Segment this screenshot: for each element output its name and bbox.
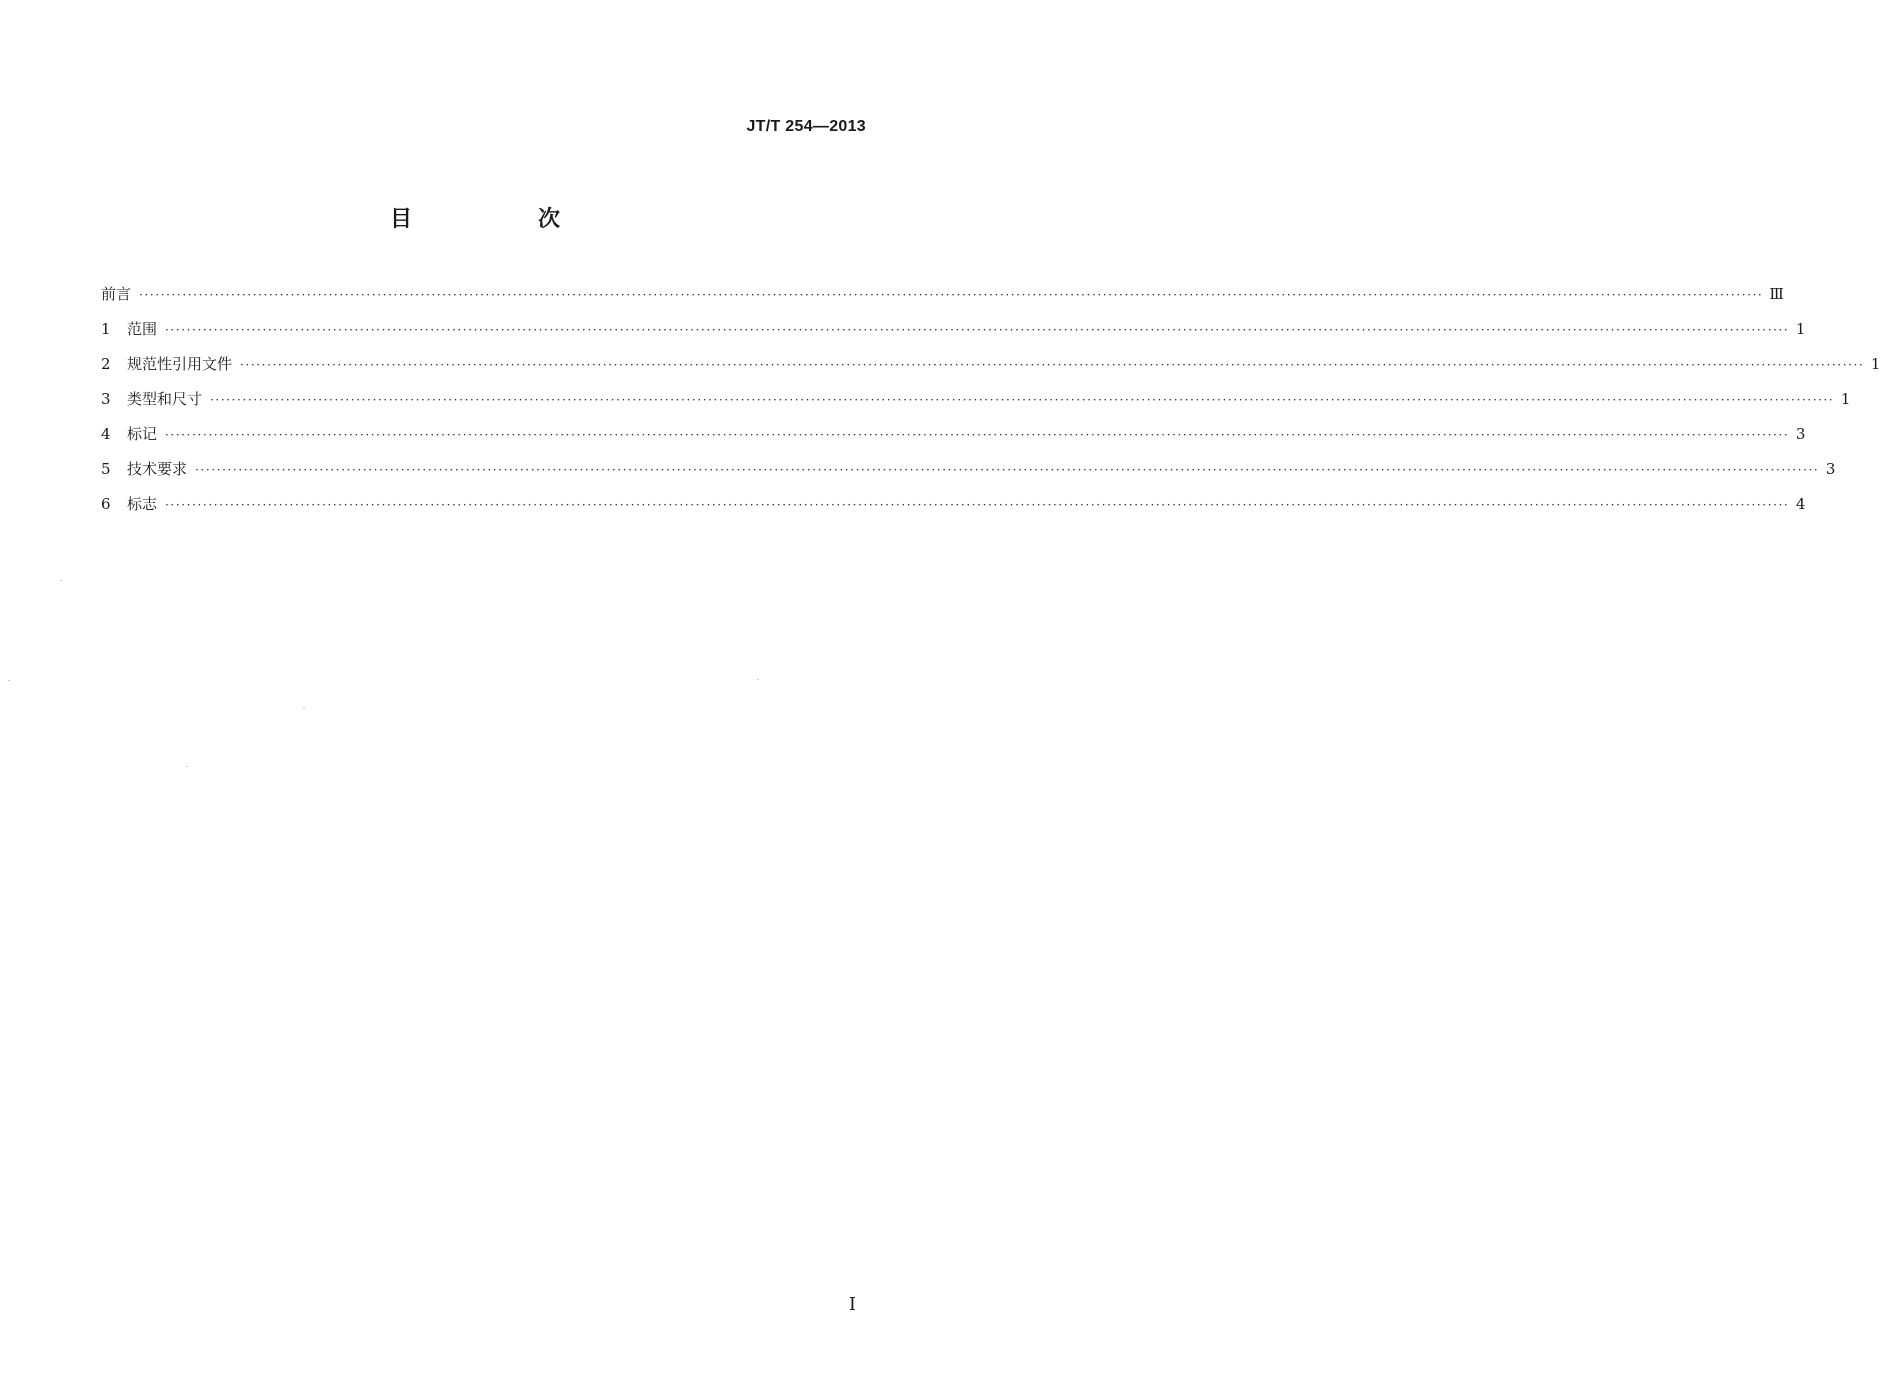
- toc-entry-labeling[interactable]: [101, 494, 1806, 529]
- standard-code: JT/T 254—2013: [746, 118, 866, 135]
- table-of-contents: [101, 284, 1880, 529]
- scan-speck: [186, 766, 188, 767]
- toc-entry-number: 3: [101, 390, 111, 408]
- toc-entry-page: Ⅲ: [1769, 285, 1784, 303]
- toc-leader-dots: ············································································································································································································································································································: [139, 288, 1764, 302]
- toc-leader-dots: ············································································································································································································································································································: [165, 498, 1790, 512]
- scan-speck: [303, 708, 305, 709]
- toc-entry-page: 1: [1870, 355, 1880, 373]
- toc-entry-number: 1: [101, 320, 111, 338]
- toc-entry-page: 1: [1840, 390, 1851, 408]
- scan-speck: [60, 580, 62, 581]
- toc-entry-label: 规范性引用文件: [127, 355, 233, 373]
- scan-speck: [757, 679, 759, 680]
- toc-entry-number: 2: [101, 355, 111, 373]
- toc-title: 目 次: [389, 207, 612, 232]
- toc-entry-label: 前言: [101, 285, 132, 303]
- toc-entry-label: 标记: [127, 425, 158, 443]
- toc-entry-technical-requirements[interactable]: [101, 459, 1836, 494]
- toc-entry-page: 3: [1795, 425, 1806, 443]
- toc-entry-label: 标志: [127, 495, 158, 513]
- toc-entry-marking[interactable]: [101, 424, 1806, 459]
- toc-entry-number: 6: [101, 495, 111, 513]
- toc-entry-page: 1: [1795, 320, 1806, 338]
- toc-entry-foreword[interactable]: [101, 284, 1784, 319]
- scan-speck: [8, 680, 10, 681]
- toc-leader-dots: ············································································································································································································································································································: [165, 323, 1790, 337]
- toc-entry-page: 4: [1795, 495, 1806, 513]
- toc-entry-normative-references[interactable]: [101, 354, 1880, 389]
- toc-entry-number: 4: [101, 425, 111, 443]
- toc-leader-dots: ············································································································································································································································································································: [165, 428, 1790, 442]
- toc-entry-label: 范围: [127, 320, 158, 338]
- toc-leader-dots: ············································································································································································································································································································: [195, 463, 1820, 477]
- toc-leader-dots: ············································································································································································································································································································: [210, 393, 1835, 407]
- toc-entry-number: 5: [101, 460, 111, 478]
- page-number: I: [848, 1294, 856, 1315]
- toc-entry-label: 技术要求: [127, 460, 188, 478]
- toc-entry-types-dimensions[interactable]: [101, 389, 1851, 424]
- toc-entry-scope[interactable]: [101, 319, 1806, 354]
- toc-leader-dots: ············································································································································································································································································································: [240, 358, 1865, 372]
- toc-entry-label: 类型和尺寸: [127, 390, 203, 408]
- toc-entry-page: 3: [1825, 460, 1836, 478]
